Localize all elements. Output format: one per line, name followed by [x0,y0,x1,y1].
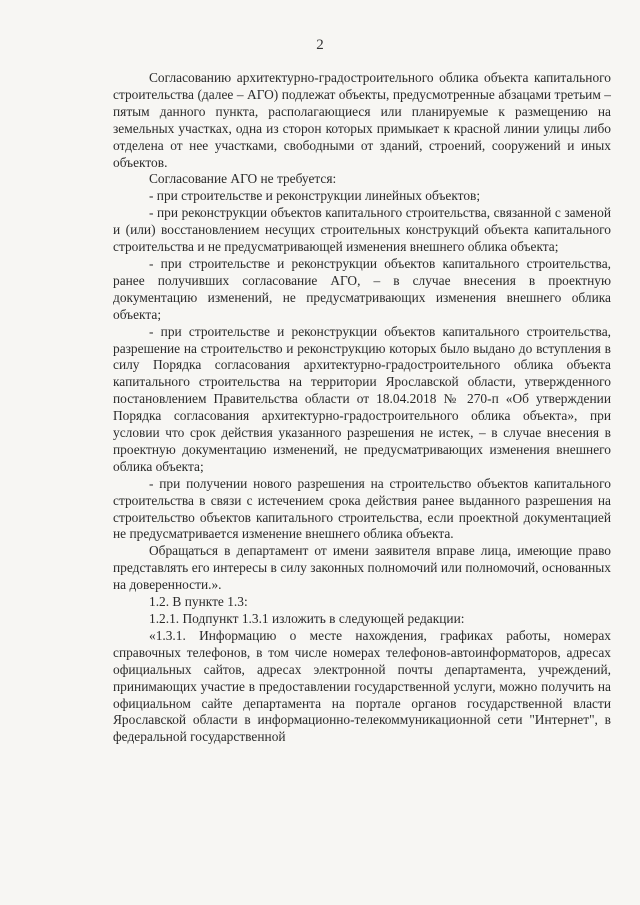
list-item-new-permit: - при получении нового разрешения на строительство объектов капитального строительства в связи с истечением срока действия ранее выданного разрешения на строительство объектов капитального строительства, если проектной документацией не предусматривается изменение внешнего облика объекта. [113,475,611,542]
list-item-permit-before-order: - при строительстве и реконструкции объектов капитального строительства, разрешение на строительство и реконструкцию которых было выдано до вступления в силу Порядка согласования архитектурно-градостроительного облика объекта капитального строительства на территории Ярославской области, утвержденного постановлением Правительства области от 18.04.2018 № 270-п «Об утверждении Порядка согласования архитектурно-градостроительного облика объекта», при условии что срок действия указанного разрешения не истек, – в случае внесения в проектную документацию изменений, не предусматривающих изменения внешнего облика объекта; [113,323,611,474]
document-body [113,70,611,746]
paragraph-representatives: Обращаться в департамент от имени заявителя вправе лица, имеющие право представлять его интересы в силу законных полномочий или полномочий, основанных на доверенности.». [113,543,611,593]
list-item-linear-objects: - при строительстве и реконструкции линейных объектов; [149,188,481,204]
paragraph-clause-1-2-1: 1.2.1. Подпункт 1.3.1 изложить в следующей редакции: [149,611,465,626]
paragraph-ago-subject: Согласованию архитектурно-градостроительного облика объекта капитального строительства (далее – АГО) подлежат объекты, предусмотренные абзацами третьим – пятым данного пункта, располагающиеся или планируемые к размещению на земельных участках, одна из сторон которых примыкает к красной линии улицы либо отделена от нее участками, свободными от зданий, строений, сооружений и иных объектов. [113,70,611,170]
paragraph-clause-1-2: 1.2. В пункте 1.3: [149,594,248,610]
paragraph-not-required: Согласование АГО не требуется: [149,171,337,187]
list-item-reconstruction: - при реконструкции объектов капитального строительства, связанной с заменой и (или) восстановлением несущих строительных конструкций объекта капитального строительства и не предусматривающей изменения внешнего облика объекта; [113,205,611,255]
page-number: 2 [316,37,324,53]
list-item-previously-approved: - при строительстве и реконструкции объектов капитального строительства, ранее получивших согласование АГО, – в случае внесения в проектную документацию изменений, не предусматривающих изменения внешнего облика объекта; [113,255,611,322]
paragraph-clause-1-3-1: «1.3.1. Информацию о месте нахождения, графиках работы, номерах справочных телефонов, в том числе номерах телефонов-автоинформаторов, адресах официальных сайтов, адресах электронной почты департамента, учреждений, принимающих участие в предоставлении государственной услуги, можно получить на официальном сайте департамента на портале органов государственной власти Ярославской области в информационно-телекоммуникационной сети "Интернет", в федеральной государственной [113,627,611,745]
